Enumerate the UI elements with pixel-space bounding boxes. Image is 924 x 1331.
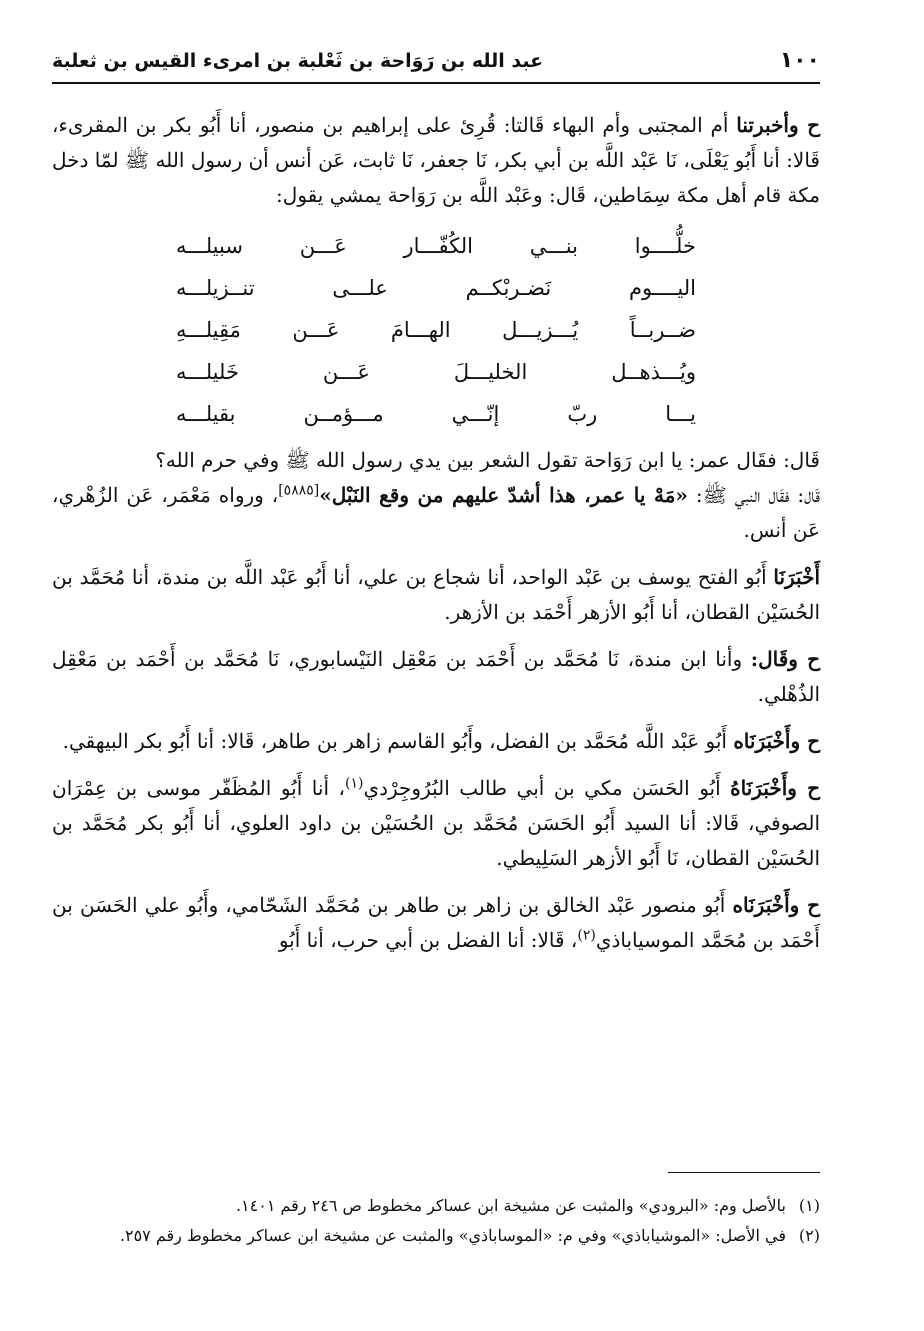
poem <box>176 225 696 435</box>
footnote-number: (٢) <box>798 1226 820 1245</box>
poem-verse: ويُـــذهــل الخليـــلَ عَـــن خَليلـــه <box>176 360 696 384</box>
paragraph <box>52 560 820 630</box>
poem-verse: خلُّــــوا بنـــي الكُفّـــار عَـــن سبيلـــه <box>176 234 696 258</box>
paragraph-text: أَبُو الفتح يوسف بن عَبْد الواحد، أنا شجاع بن علي، أنا أَبُو عَبْد اللَّه بن مندة، أنا مُحَمَّد بن الحُسَيْن القطان، أنا أَبُو الأزهر أَحْمَد بن الأزهر. <box>52 565 820 624</box>
paragraph-prefix: ح وأَخْبَرَنَاه <box>732 893 820 917</box>
paragraph-text: أم المجتبى وأم البهاء قَالتا: قُرِئ على إبراهيم بن منصور، أنا أَبُو بكر بن المقرىء، قَالا: أنا أَبُو يَعْلَى، نَا عَبْد اللَّه بن أبي بكر، نَا جعفر، نَا ثابت، عَن أنس أن رسول الله ﷺ لمّا دخل مكة قام أهل مكة سِمَاطين، قَال: وعَبْد اللَّه بن رَوَاحة يمشي يقول: <box>52 113 820 207</box>
poem-verse: يـــا ربّ إنّـــي مـــؤمــن بقيلـــه <box>176 402 696 426</box>
hadith-quote: «مَهْ يا عمر، هذا أشدّ عليهم من وقع النَبْل» <box>319 483 688 507</box>
footnote-text: بالأصل وم: «البرودي» والمثبت عن مشيخة ابن عساكر مخطوط ص ٢٤٦ رقم ١٤٠١. <box>235 1196 786 1215</box>
footnote <box>52 1224 820 1248</box>
poem-verse: اليــــوم نَضـربْكــم علـــى تنــزيلـــه <box>176 276 696 300</box>
paragraph-text: قَال: فقَال عمر: يا ابن رَوَاحة تقول الشعر بين يدي رسول الله ﷺ وفي حرم الله؟ <box>155 448 820 472</box>
footnote-text: في الأصل: «الموشياباذي» وفي م: «الموساباذي» والمثبت عن مشيخة ابن عساكر مخطوط رقم ٢٥٧. <box>119 1226 786 1245</box>
footnote-number: (١) <box>798 1196 820 1215</box>
paragraph-prefix: ح وأخبرتنا <box>736 113 820 137</box>
page-number: ١٠٠ <box>779 48 820 73</box>
paragraph <box>52 108 820 213</box>
paragraph-prefix: ح وقَال: <box>750 647 820 671</box>
paragraph-prefix: ح وأَخْبَرَنَاه <box>733 729 820 753</box>
paragraph-text: وأنا ابن مندة، نَا مُحَمَّد بن أَحْمَد بن مَعْقِل النَيْسابوري، نَا مُحَمَّد بن أَحْمَد بن مَعْقِل الذُهْلي. <box>52 647 820 706</box>
main-text <box>52 108 820 970</box>
paragraph <box>52 771 820 876</box>
running-header <box>52 46 820 84</box>
paragraph-text: ، أنا أَبُو المُظَفّر موسى بن عِمْرَان الصوفي، قَالا: أنا السيد أَبُو الحَسَن مُحَمَّد بن الحُسَيْن بن داود العلوي، أنا أَبُو بكر مُحَمَّد بن الحُسَيْن القطان، نَا أَبُو الأزهر السَلِيطي. <box>52 776 820 870</box>
paragraph-prefix: أَخْبَرَنَا <box>773 565 820 589</box>
running-title: عبد الله بن رَوَاحة بن ثَعْلبة بن امرىء القيس بن ثعلبة <box>52 50 544 72</box>
footnote <box>52 1194 820 1218</box>
footnote-marker[interactable]: (١) <box>344 775 364 792</box>
hadith-reference: [٥٨٨٥] <box>278 482 320 499</box>
paragraph-text: قَال: فقَال النبي ﷺ: <box>687 483 820 507</box>
paragraph-text: ، قَالا: أنا الفضل بن أبي حرب، أنا أَبُو <box>278 928 578 952</box>
paragraph-text: ، ورواه مَعْمَر، عَن الزُهْري، عَن أنس. <box>52 483 820 542</box>
paragraph-prefix: ح وأَخْبَرَنَاهُ <box>730 776 820 800</box>
footnote-rule <box>668 1172 820 1173</box>
header-rule <box>52 82 820 84</box>
paragraph-text: أَبُو منصور عَبْد الخالق بن زاهر بن طاهر بن مُحَمَّد الشَحّامي، وأَبُو علي الحَسَن بن أَحْمَد بن مُحَمَّد الموسياباذي <box>52 893 820 952</box>
paragraph <box>52 642 820 712</box>
paragraph-text: أَبُو عَبْد اللَّه مُحَمَّد بن الفضل، وأَبُو القاسم زاهر بن طاهر، قَالا: أنا أَبُو بكر البيهقي. <box>62 729 734 753</box>
paragraph <box>52 724 820 759</box>
footnote-marker[interactable]: (٢) <box>577 927 596 944</box>
paragraph <box>52 888 820 958</box>
paragraph-text: أَبُو الحَسَن مكي بن أبي طالب البُرُوجِرْدي <box>363 776 731 800</box>
poem-verse: ضــربــاً يُـــزيـــل الهـــامَ عَـــن مَقِيلـــهِ <box>176 318 696 342</box>
paragraph <box>52 443 820 548</box>
